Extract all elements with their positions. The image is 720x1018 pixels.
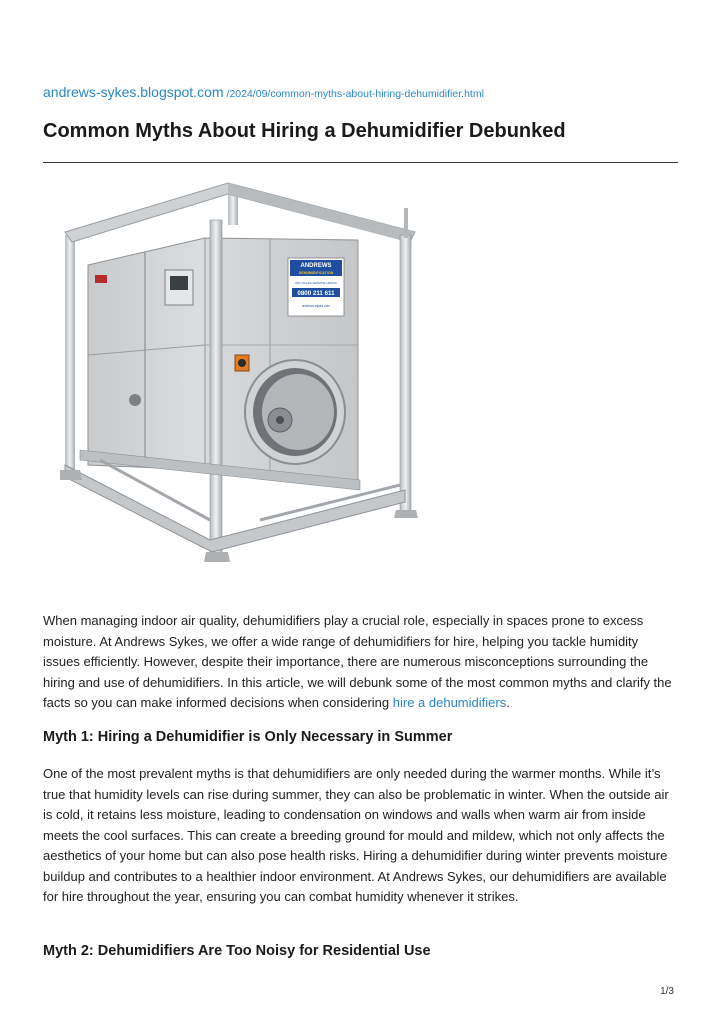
title-divider <box>43 162 678 163</box>
frame-post-front-right <box>400 235 411 515</box>
myth2-heading: Myth 2: Dehumidifiers Are Too Noisy for Residential Use <box>43 943 431 959</box>
myth1-heading: Myth 1: Hiring a Dehumidifier is Only Necessary in Summer <box>43 729 453 745</box>
myth1-paragraph: One of the most prevalent myths is that dehumidifiers are only needed during the warmer months. While it’s true that humidity levels can rise during summer, they can also be problematic in winter. When the outside air is cold, it retains less moisture, leading to condensation on windows and walls when warm air from inside meets the cool surfaces. This can create a breeding ground for mould and mildew, which not only affects the aesthetics of your home but can also pose health risks. Hiring a dehumidifier during winter prevents moisture buildup and contributes to a healthier indoor environment. At Andrews Sykes, our dehumidifiers are available for hire throughout the year, ensuring you can combat humidity whenever it strikes. <box>43 766 669 904</box>
brand-label <box>288 258 344 316</box>
source-path[interactable]: /2024/09/common-myths-about-hiring-dehumidifier.html <box>226 88 484 100</box>
source-url[interactable] <box>43 84 484 102</box>
hire-dehumidifiers-link[interactable]: hire a dehumidifiers <box>392 695 507 710</box>
svg-text:andrews-sykes.com: andrews-sykes.com <box>301 304 331 308</box>
dehumidifier-image <box>60 180 430 570</box>
intro-paragraph <box>43 611 678 714</box>
svg-text:0800 211 611: 0800 211 611 <box>297 290 335 297</box>
page-number: 1/3 <box>660 986 674 997</box>
svg-text:DEHUMIDIFICATION: DEHUMIDIFICATION <box>298 271 334 275</box>
intro-text: When managing indoor air quality, dehumidifiers play a crucial role, especially in spaces prone to excess moisture. At Andrews Sykes, we offer a wide range of dehumidifiers for hire, helping you tackle humidity issues efficiently. However, despite their importance, there are numerous misconceptions surrounding the hiring and use of dehumidifiers. In this article, we will debunk some of the most common myths and clarify the facts so you can make informed decisions when considering <box>43 613 672 710</box>
frame-post-back-left <box>65 235 75 475</box>
intro-end: . <box>506 695 510 710</box>
fan-outlet <box>245 360 345 464</box>
svg-text:ANDREWS: ANDREWS <box>300 263 332 269</box>
article-title: Common Myths About Hiring a Dehumidifier Debunked <box>43 120 566 142</box>
svg-text:24hr SALES SERVICE HIRING: 24hr SALES SERVICE HIRING <box>295 281 337 285</box>
source-domain[interactable]: andrews-sykes.blogspot.com <box>43 84 224 100</box>
frame-post-front-left <box>210 220 222 555</box>
